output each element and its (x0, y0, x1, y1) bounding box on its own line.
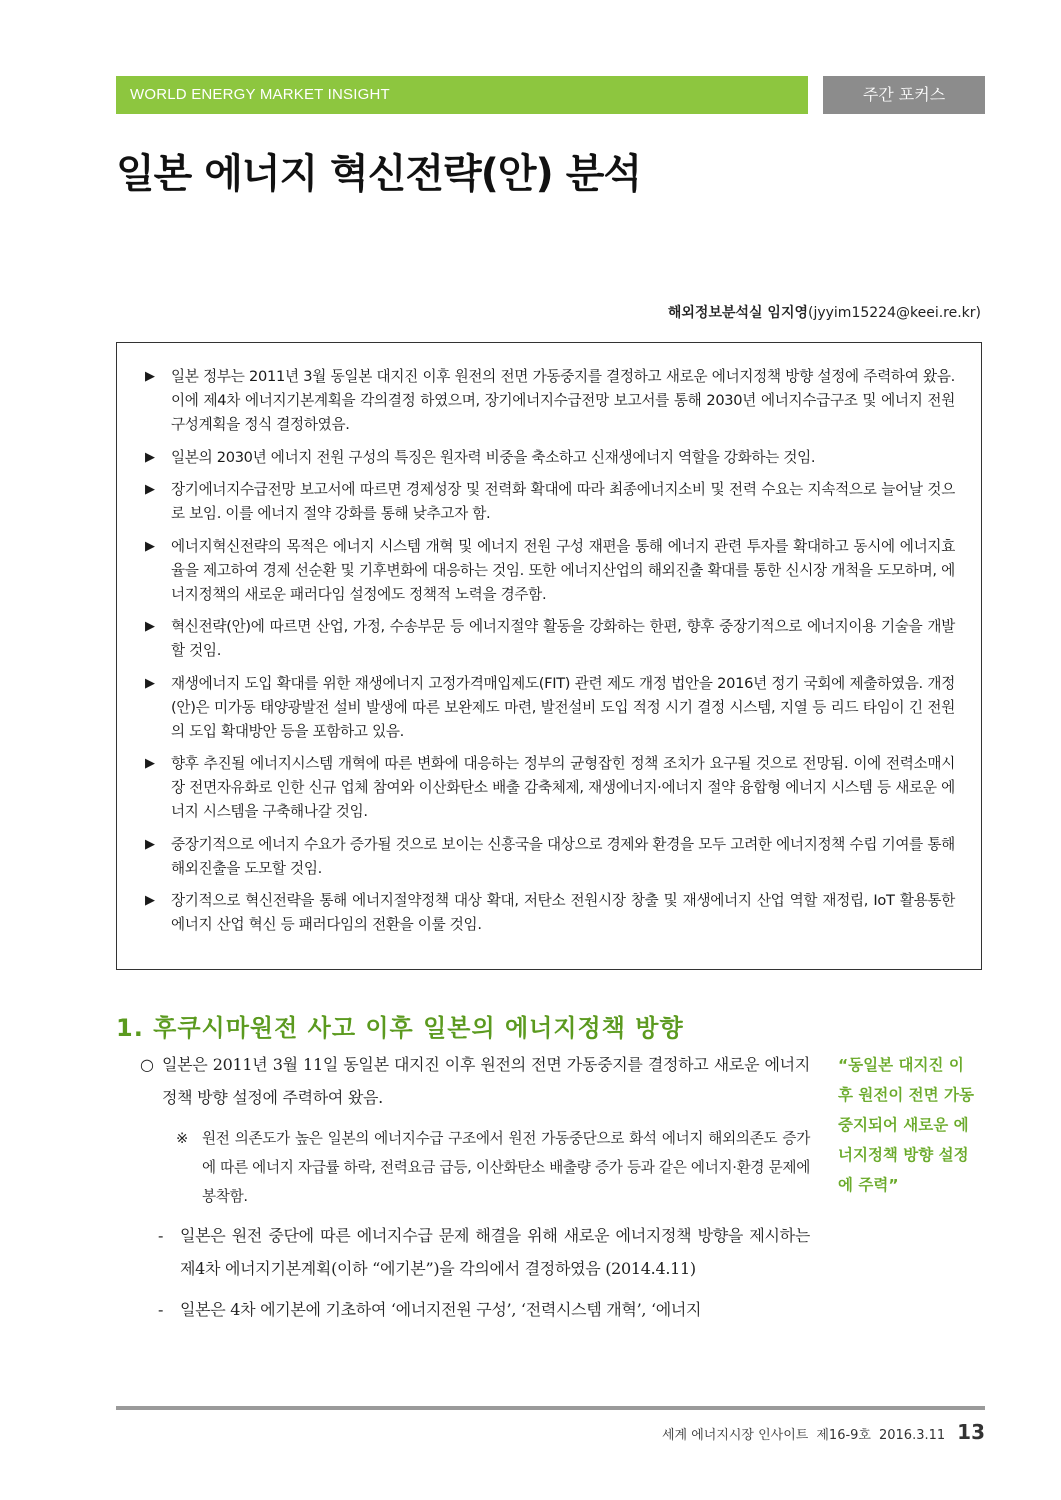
triangle-bullet-icon: ▶ (145, 482, 155, 497)
page-number: 13 (957, 1420, 985, 1444)
triangle-bullet-icon: ▶ (145, 893, 155, 908)
note-paragraph (176, 1124, 810, 1211)
paragraph-text: 일본은 원전 중단에 따른 에너지수급 문제 해결을 위해 새로운 에너지정책 방향을 제시하는 제4차 에너지기본계획(이하 “에기본”)을 각의에서 결정하였음 (2014.4.11) (180, 1226, 810, 1278)
section-tag: 주간 포커스 (823, 76, 985, 114)
body-column (140, 1048, 810, 1334)
dash-paragraph (158, 1293, 810, 1326)
summary-item (145, 752, 955, 824)
note-text: 원전 의존도가 높은 일본의 에너지수급 구조에서 원전 가동중단으로 화석 에너지 해외의존도 증가에 따른 에너지 자급률 하락, 전력요금 급등, 이산화탄소 배출량 증가 등과 같은 에너지·환경 문제에 봉착함. (202, 1130, 810, 1205)
dash-bullet-icon: - (158, 1300, 164, 1319)
issue-number: 제16-9호 (816, 1428, 871, 1443)
footer-divider (116, 1406, 985, 1410)
summary-item (145, 615, 955, 663)
summary-text: 일본 정부는 2011년 3월 동일본 대지진 이후 원전의 전면 가동중지를 결정하고 새로운 에너지정책 방향 설정에 주력하여 왔음. 이에 제4차 에너지기본계획을 각의결정 하였으며, 장기에너지수급전망 보고서를 통해 2030년 에너지수급구조 및 에너지 전원 구성계획을 정식 결정하였음. (171, 368, 955, 433)
summary-item (145, 365, 955, 437)
triangle-bullet-icon: ▶ (145, 675, 155, 691)
author-email: (jyyim15224@keei.re.kr) (808, 305, 981, 321)
summary-text: 장기적으로 혁신전략을 통해 에너지절약정책 대상 확대, 저탄소 전원시장 창출 및 재생에너지 산업 역할 재정립, IoT 활용통한 에너지 산업 혁신 등 패러다임의 전환을 이룰 것임. (171, 892, 955, 933)
body-paragraph (140, 1048, 810, 1114)
summary-text: 향후 추진될 에너지시스템 개혁에 따른 변화에 대응하는 정부의 균형잡힌 정책 조치가 요구될 것으로 전망됨. 이에 전력소매시장 전면자유화로 인한 신규 업체 참여와 이산화탄소 배출 감축체제, 재생에너지·에너지 절약 융합형 에너지 시스템 등 새로운 에너지 시스템을 구축해나갈 것임. (171, 755, 955, 820)
author-name: 해외정보분석실 임지영 (667, 305, 808, 321)
summary-text: 일본의 2030년 에너지 전원 구성의 특징은 원자력 비중을 축소하고 신재생에너지 역할을 강화하는 것임. (171, 448, 816, 466)
summary-item (145, 672, 955, 744)
circle-bullet-icon: ○ (140, 1055, 154, 1074)
page-footer (662, 1420, 985, 1444)
summary-item (145, 535, 955, 607)
summary-text: 에너지혁신전략의 목적은 에너지 시스템 개혁 및 에너지 전원 구성 재편을 통해 에너지 관련 투자를 확대하고 동시에 에너지효율을 제고하여 경제 선순환 및 기후변화에 대응하는 것임. 또한 에너지산업의 해외진출 확대를 통한 신시장 개척을 도모하며, 에너지정책의 새로운 패러다임 설정에도 정책적 노력을 경주함. (171, 537, 955, 603)
paragraph-text: 일본은 4차 에기본에 기초하여 ‘에너지전원 구성’, ‘전력시스템 개혁’, ‘에너지 (180, 1300, 702, 1319)
triangle-bullet-icon: ▶ (145, 538, 155, 554)
summary-text: 혁신전략(안)에 따르면 산업, 가정, 수송부문 등 에너지절약 활동을 강화하는 한편, 향후 중장기적으로 에너지이용 기술을 개발할 것임. (171, 618, 955, 659)
summary-item (145, 833, 955, 881)
series-banner: WORLD ENERGY MARKET INSIGHT (116, 76, 808, 114)
triangle-bullet-icon: ▶ (145, 369, 155, 384)
page-title: 일본 에너지 혁신전략(안) 분석 (116, 151, 642, 197)
section-heading: 1. 후쿠시마원전 사고 이후 일본의 에너지정책 방향 (116, 1014, 684, 1042)
triangle-bullet-icon: ▶ (145, 449, 155, 465)
paragraph-text: 일본은 2011년 3월 11일 동일본 대지진 이후 원전의 전면 가동중지를 결정하고 새로운 에너지정책 방향 설정에 주력하여 왔음. (162, 1055, 810, 1107)
summary-item (145, 889, 955, 937)
reference-mark-icon: ※ (176, 1130, 188, 1147)
triangle-bullet-icon: ▶ (145, 756, 155, 771)
summary-text: 중장기적으로 에너지 수요가 증가될 것으로 보이는 신흥국을 대상으로 경제와 환경을 모두 고려한 에너지정책 수립 기여를 통해 해외진출을 도모할 것임. (171, 835, 955, 877)
summary-item (145, 478, 955, 526)
triangle-bullet-icon: ▶ (145, 836, 155, 852)
issue-date: 2016.3.11 (878, 1428, 946, 1443)
summary-box (116, 342, 982, 970)
publication-name: 세계 에너지시장 인사이트 (661, 1428, 809, 1443)
summary-item (145, 446, 955, 470)
dash-bullet-icon: - (158, 1226, 164, 1245)
summary-text: 장기에너지수급전망 보고서에 따르면 경제성장 및 전력화 확대에 따라 최종에너지소비 및 전력 수요는 지속적으로 늘어날 것으로 보임. 이를 에너지 절약 강화를 통해 낮추고자 함. (171, 481, 955, 522)
triangle-bullet-icon: ▶ (145, 619, 155, 634)
dash-paragraph (158, 1219, 810, 1285)
author-line (668, 302, 981, 322)
summary-text: 재생에너지 도입 확대를 위한 재생에너지 고정가격매입제도(FIT) 관련 제도 개정 법안을 2016년 정기 국회에 제출하였음. 개정(안)은 미가동 태양광발전 설비 발생에 따른 보완제도 마련, 발전설비 도입 적정 시기 결정 시스템, 지열 등 리드 타임이 긴 전원의 도입 확대방안 등을 포함하고 있음. (171, 674, 955, 740)
pull-quote: “동일본 대지진 이후 원전이 전면 가동 중지되어 새로운 에너지정책 방향 설정에 주력” (838, 1056, 974, 1194)
